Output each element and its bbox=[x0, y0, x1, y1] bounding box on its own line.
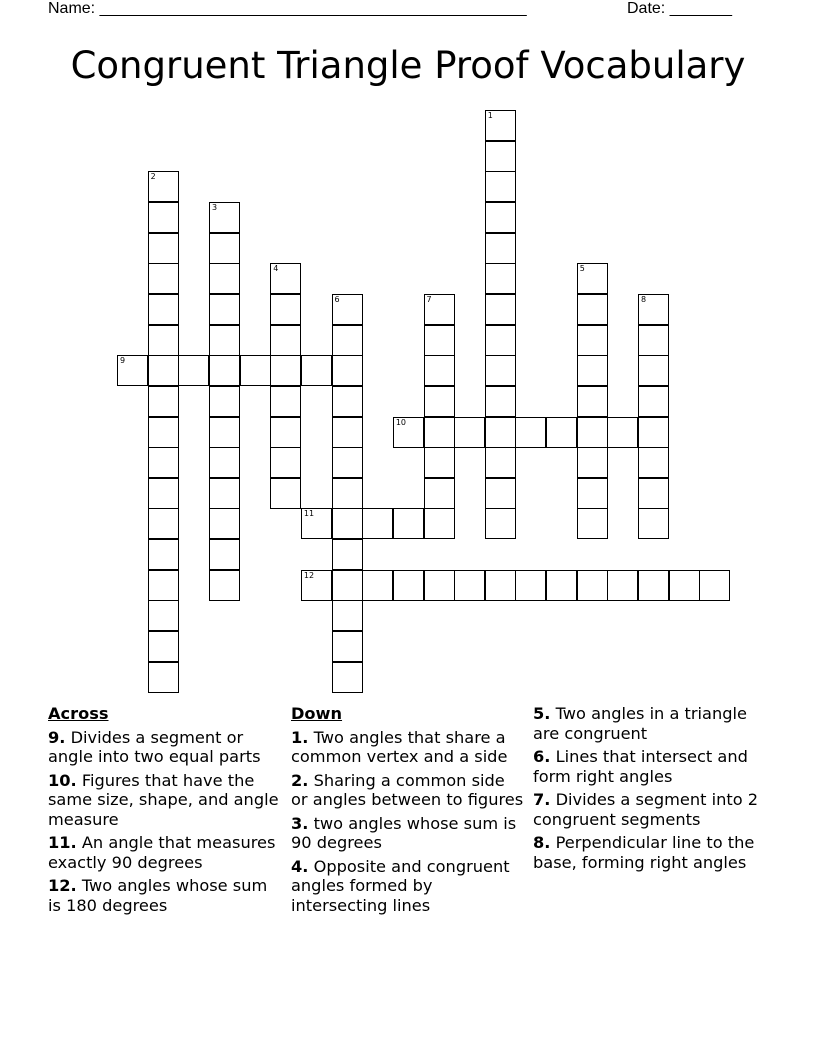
crossword-cell[interactable] bbox=[454, 417, 485, 448]
crossword-cell[interactable] bbox=[270, 386, 301, 417]
crossword-cell[interactable] bbox=[209, 386, 240, 417]
crossword-cell[interactable] bbox=[638, 294, 669, 325]
crossword-cell[interactable] bbox=[454, 570, 485, 601]
clue-down-4: 4. Opposite and congruent angles formed by intersecting lines bbox=[291, 856, 510, 915]
crossword-cell[interactable] bbox=[209, 478, 240, 509]
clue-down-6: 6. Lines that intersect and form right angles bbox=[533, 747, 748, 786]
clue-number: 2 bbox=[150, 172, 156, 182]
crossword-cell[interactable] bbox=[148, 570, 179, 601]
clue-across-9: 9. Divides a segment or angle into two equal parts bbox=[48, 727, 261, 766]
clue-number: 9 bbox=[120, 356, 126, 366]
crossword-cell[interactable] bbox=[332, 325, 363, 356]
across-clues bbox=[48, 704, 283, 919]
clue-number: 11 bbox=[303, 509, 315, 519]
clue-number: 12 bbox=[303, 570, 315, 580]
crossword-cell[interactable] bbox=[424, 447, 455, 478]
crossword-cell[interactable] bbox=[424, 325, 455, 356]
crossword-cell[interactable] bbox=[209, 508, 240, 539]
crossword-cell[interactable] bbox=[577, 294, 608, 325]
crossword-cell[interactable] bbox=[577, 447, 608, 478]
crossword-cell[interactable] bbox=[209, 263, 240, 294]
crossword-cell[interactable] bbox=[209, 447, 240, 478]
clue-down-2: 2. Sharing a common side or angles between to figures bbox=[291, 770, 524, 809]
crossword-cell[interactable] bbox=[148, 539, 179, 570]
crossword-cell[interactable] bbox=[332, 508, 363, 539]
crossword-cell[interactable] bbox=[485, 202, 516, 233]
crossword-cell[interactable] bbox=[148, 447, 179, 478]
crossword-cell[interactable] bbox=[148, 508, 179, 539]
crossword-cell[interactable] bbox=[607, 417, 638, 448]
crossword-cell[interactable] bbox=[577, 355, 608, 386]
page-title: Congruent Triangle Proof Vocabulary bbox=[70, 44, 746, 87]
clue-number: 4 bbox=[273, 264, 279, 274]
crossword-cell[interactable] bbox=[148, 263, 179, 294]
crossword-cell[interactable] bbox=[485, 233, 516, 264]
crossword-cell[interactable] bbox=[485, 171, 516, 202]
crossword-cell[interactable] bbox=[209, 202, 240, 233]
crossword-cell[interactable] bbox=[332, 294, 363, 325]
crossword-cell[interactable] bbox=[485, 110, 516, 141]
crossword-cell[interactable] bbox=[362, 508, 393, 539]
crossword-cell[interactable] bbox=[485, 386, 516, 417]
clue-down-1: 1. Two angles that share a common vertex and a side bbox=[291, 727, 508, 766]
clue-number: 8 bbox=[641, 294, 647, 304]
crossword-cell[interactable] bbox=[638, 325, 669, 356]
clue-down-3: 3. two angles whose sum is 90 degrees bbox=[291, 813, 517, 852]
crossword-cell[interactable] bbox=[332, 600, 363, 631]
crossword-cell[interactable] bbox=[270, 478, 301, 509]
crossword-cell[interactable] bbox=[424, 386, 455, 417]
crossword-cell[interactable] bbox=[577, 570, 608, 601]
down-heading: Down bbox=[291, 704, 343, 723]
crossword-cell[interactable] bbox=[270, 355, 301, 386]
crossword-cell[interactable] bbox=[301, 570, 332, 601]
crossword-cell[interactable] bbox=[117, 355, 148, 386]
crossword-cell[interactable] bbox=[148, 171, 179, 202]
crossword-cell[interactable] bbox=[332, 386, 363, 417]
crossword-cell[interactable] bbox=[485, 355, 516, 386]
crossword-cell[interactable] bbox=[546, 417, 577, 448]
across-heading: Across bbox=[48, 704, 109, 723]
crossword-cell[interactable] bbox=[669, 570, 700, 601]
clue-number: 7 bbox=[426, 294, 432, 304]
crossword-cell[interactable] bbox=[638, 478, 669, 509]
crossword-cell[interactable] bbox=[301, 355, 332, 386]
crossword-cell[interactable] bbox=[638, 386, 669, 417]
crossword-cell[interactable] bbox=[424, 570, 455, 601]
clue-number: 10 bbox=[395, 417, 407, 427]
crossword-cell[interactable] bbox=[332, 662, 363, 693]
crossword-cell[interactable] bbox=[485, 325, 516, 356]
crossword-cell[interactable] bbox=[270, 447, 301, 478]
crossword-cell[interactable] bbox=[546, 570, 577, 601]
crossword-cell[interactable] bbox=[240, 355, 271, 386]
crossword-cell[interactable] bbox=[209, 539, 240, 570]
crossword-cell[interactable] bbox=[148, 233, 179, 264]
clue-down-7: 7. Divides a segment into 2 congruent segments bbox=[533, 790, 759, 829]
crossword-cell[interactable] bbox=[577, 417, 608, 448]
crossword-cell[interactable] bbox=[148, 417, 179, 448]
crossword-cell[interactable] bbox=[638, 447, 669, 478]
crossword-cell[interactable] bbox=[424, 508, 455, 539]
crossword-cell[interactable] bbox=[148, 294, 179, 325]
crossword-cell[interactable] bbox=[424, 417, 455, 448]
crossword-cell[interactable] bbox=[270, 417, 301, 448]
crossword-cell[interactable] bbox=[362, 570, 393, 601]
crossword-cell[interactable] bbox=[393, 570, 424, 601]
crossword-cell[interactable] bbox=[148, 662, 179, 693]
crossword-cell[interactable] bbox=[332, 539, 363, 570]
crossword-cell[interactable] bbox=[485, 570, 516, 601]
down-clues-continued bbox=[533, 704, 768, 876]
crossword-cell[interactable] bbox=[393, 417, 424, 448]
crossword-cell[interactable] bbox=[148, 600, 179, 631]
clue-across-11: 11. An angle that measures exactly 90 degrees bbox=[48, 833, 276, 872]
crossword-cell[interactable] bbox=[178, 355, 209, 386]
crossword-cell[interactable] bbox=[209, 417, 240, 448]
clue-number: 3 bbox=[211, 202, 218, 212]
crossword-cell[interactable] bbox=[699, 570, 730, 601]
crossword-cell[interactable] bbox=[393, 508, 424, 539]
crossword-cell[interactable] bbox=[485, 508, 516, 539]
crossword-cell[interactable] bbox=[607, 570, 638, 601]
crossword-cell[interactable] bbox=[270, 263, 301, 294]
crossword-cell[interactable] bbox=[148, 386, 179, 417]
clue-down-5: 5. Two angles in a triangle are congruent bbox=[533, 704, 747, 743]
clue-number: 5 bbox=[579, 264, 585, 274]
crossword-cell[interactable] bbox=[485, 478, 516, 509]
crossword-cell[interactable] bbox=[332, 570, 363, 601]
crossword-cell[interactable] bbox=[424, 294, 455, 325]
crossword-cell[interactable] bbox=[301, 508, 332, 539]
crossword-cell[interactable] bbox=[638, 508, 669, 539]
crossword-cell[interactable] bbox=[332, 478, 363, 509]
crossword-cell[interactable] bbox=[485, 417, 516, 448]
clue-across-12: 12. Two angles whose sum is 180 degrees bbox=[48, 876, 268, 915]
crossword-cell[interactable] bbox=[209, 294, 240, 325]
crossword-cell[interactable] bbox=[332, 417, 363, 448]
crossword-cell[interactable] bbox=[515, 417, 546, 448]
crossword-cell[interactable] bbox=[209, 233, 240, 264]
crossword-cell[interactable] bbox=[638, 417, 669, 448]
crossword-cell[interactable] bbox=[577, 263, 608, 294]
crossword-cell[interactable] bbox=[577, 478, 608, 509]
crossword-cell[interactable] bbox=[424, 355, 455, 386]
down-clues bbox=[291, 704, 526, 919]
crossword-cell[interactable] bbox=[424, 478, 455, 509]
crossword-cell[interactable] bbox=[209, 325, 240, 356]
date-field[interactable]: Date: _______ bbox=[627, 0, 732, 17]
crossword-cell[interactable] bbox=[148, 355, 179, 386]
crossword-cell[interactable] bbox=[485, 294, 516, 325]
crossword-cell[interactable] bbox=[209, 355, 240, 386]
crossword-cell[interactable] bbox=[270, 325, 301, 356]
crossword-cell[interactable] bbox=[638, 355, 669, 386]
clue-number: 6 bbox=[334, 294, 340, 304]
crossword-cell[interactable] bbox=[148, 202, 179, 233]
crossword-cell[interactable] bbox=[638, 570, 669, 601]
crossword-cell[interactable] bbox=[485, 263, 516, 294]
crossword-cell[interactable] bbox=[270, 294, 301, 325]
crossword-cell[interactable] bbox=[577, 508, 608, 539]
clue-down-8: 8. Perpendicular line to the base, forming right angles bbox=[533, 833, 755, 872]
crossword-cell[interactable] bbox=[148, 478, 179, 509]
clue-across-10: 10. Figures that have the same size, shape, and angle measure bbox=[48, 770, 279, 829]
crossword-cell[interactable] bbox=[148, 325, 179, 356]
crossword-cell[interactable] bbox=[209, 570, 240, 601]
crossword-cell[interactable] bbox=[148, 631, 179, 662]
crossword-cell[interactable] bbox=[577, 325, 608, 356]
crossword-cell[interactable] bbox=[485, 141, 516, 172]
name-field[interactable]: Name: ________________________________________________ bbox=[48, 0, 527, 17]
crossword-cell[interactable] bbox=[332, 631, 363, 662]
crossword-cell[interactable] bbox=[577, 386, 608, 417]
crossword-cell[interactable] bbox=[515, 570, 546, 601]
crossword-cell[interactable] bbox=[485, 447, 516, 478]
crossword-cell[interactable] bbox=[332, 447, 363, 478]
clue-number: 1 bbox=[487, 111, 493, 120]
crossword-cell[interactable] bbox=[332, 355, 363, 386]
